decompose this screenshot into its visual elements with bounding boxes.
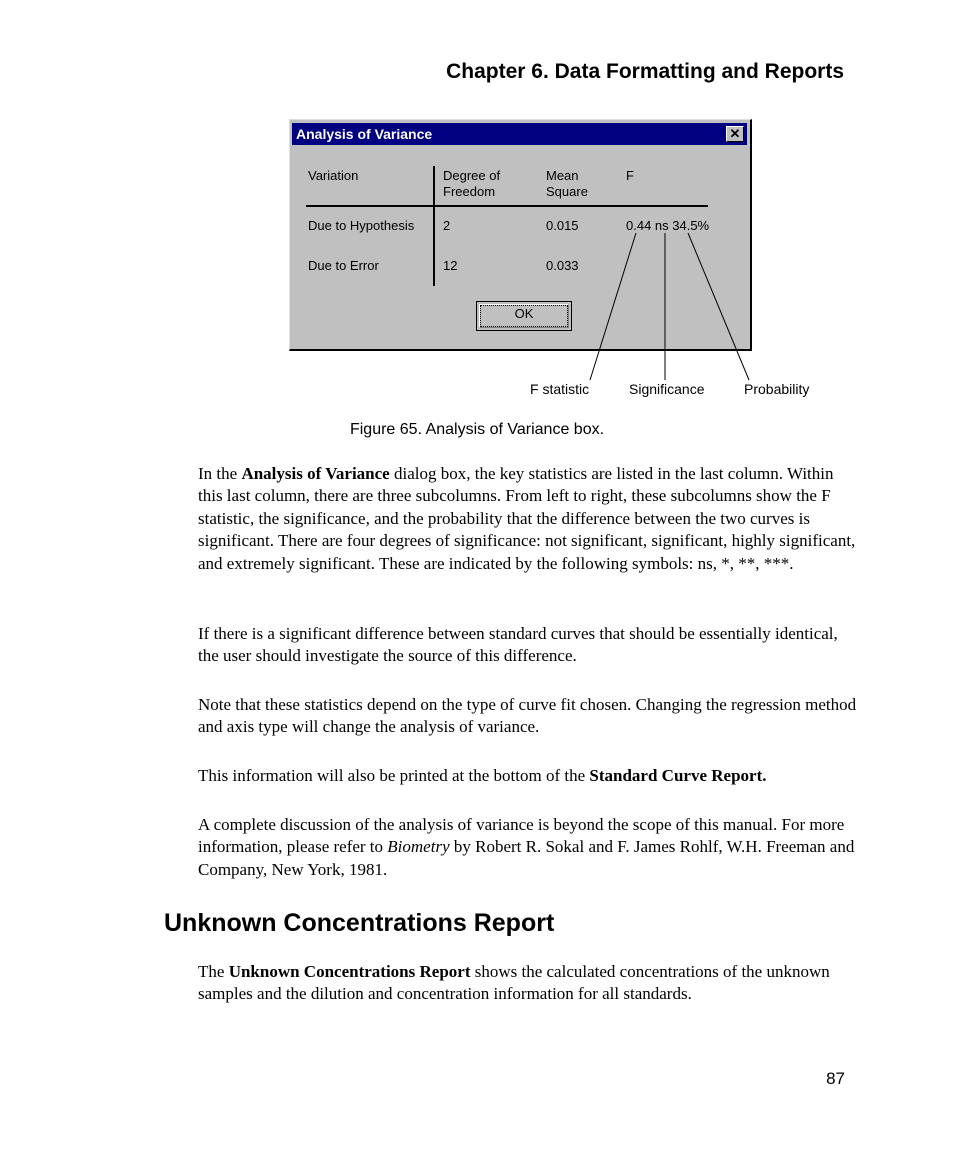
row-hypothesis-df: 2 bbox=[443, 218, 451, 233]
paragraph-report-note: This information will also be printed at the bottom of the Standard Curve Report. bbox=[198, 766, 767, 785]
row-hypothesis-f: 0.44 ns 34.5% bbox=[626, 218, 710, 233]
paragraph-analysis-intro: In the Analysis of Variance dialog box, the key statistics are listed in the last column. Within this last column, there are three subcolumns. From left to right, these subcolumns show the F statistic, the significance, and the probability that the difference between the two curves is significant. There are four degrees of significance: not significant, significant, highly significant, and extremely significant. These are indicated by the following symbols: ns, *, **, ***. bbox=[198, 464, 856, 573]
row-hypothesis-mean-square: 0.015 bbox=[546, 218, 579, 233]
analysis-of-variance-dialog bbox=[289, 119, 752, 351]
callout-label-significance: Significance bbox=[629, 381, 705, 397]
row-error-mean-square: 0.033 bbox=[546, 258, 579, 273]
column-divider bbox=[433, 166, 435, 286]
figure-caption: Figure 65. Analysis of Variance box. bbox=[349, 421, 605, 438]
dialog-titlebar[interactable] bbox=[292, 123, 747, 145]
chapter-header: Chapter 6. Data Formatting and Reports bbox=[446, 60, 844, 83]
column-header-degree-of-freedom: Degree of Freedom bbox=[443, 168, 501, 199]
paragraph-unknown-concentrations: The Unknown Concentrations Report shows the calculated concentrations of the unknown samples and the dilution and concentration information for all standards. bbox=[198, 962, 830, 1004]
paragraph-curve-fit-note: Note that these statistics depend on the type of curve fit chosen. Changing the regression method and axis type will change the analysis of variance. bbox=[198, 695, 857, 737]
paragraph-significant-difference: If there is a significant difference between standard curves that should be essentially identical, the user should investigate the source of this difference. bbox=[198, 624, 838, 666]
row-error-variation: Due to Error bbox=[308, 258, 379, 273]
column-header-f: F bbox=[626, 168, 634, 183]
dialog-title: Analysis of Variance bbox=[296, 126, 433, 142]
close-icon[interactable]: ✕ bbox=[726, 126, 744, 142]
section-heading: Unknown Concentrations Report bbox=[164, 909, 555, 937]
row-hypothesis-variation: Due to Hypothesis bbox=[308, 218, 415, 233]
ok-button-label: OK bbox=[480, 305, 568, 327]
column-header-variation: Variation bbox=[308, 168, 359, 183]
paragraph-reference: A complete discussion of the analysis of variance is beyond the scope of this manual. For more information, please refer to Biometry by Robert R. Sokal and F. James Rohlf, W.H. Freeman and Company, New York, 1981. bbox=[198, 815, 855, 879]
callout-label-probability: Probability bbox=[744, 381, 810, 397]
page-number: 87 bbox=[826, 1069, 845, 1088]
ok-button[interactable] bbox=[476, 301, 572, 331]
column-header-mean-square: Mean Square bbox=[546, 168, 588, 199]
header-divider bbox=[306, 205, 708, 207]
callout-label-f-statistic: F statistic bbox=[530, 381, 590, 397]
row-error-df: 12 bbox=[443, 258, 458, 273]
